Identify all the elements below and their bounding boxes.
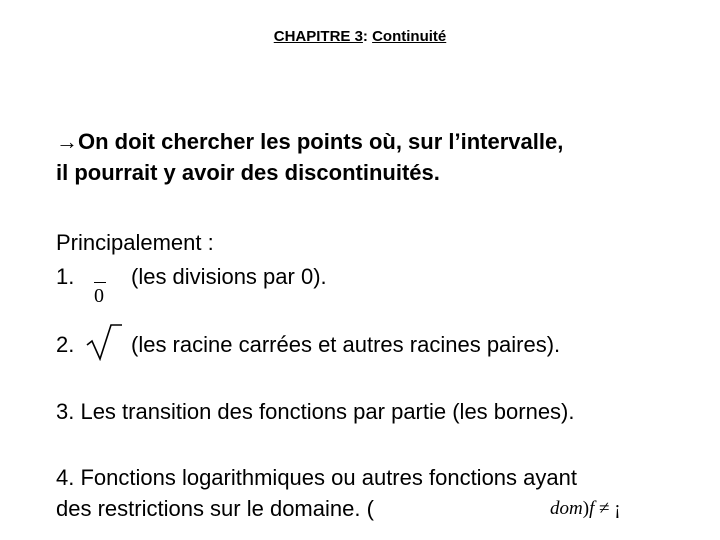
header-separator: : [362,28,373,45]
item-2-number: 2. [56,332,75,357]
intro-paragraph [56,126,563,188]
item-1-number: 1. [56,264,75,289]
intro-line-2: il pourrait y avoir des discontinuités. [56,160,440,185]
math-neq-reals: ≠ ¡ [599,498,621,519]
intro-line-1: →On doit chercher les points où, sur l’intervalle, [56,129,564,154]
math-paren: ) [582,498,590,519]
list-item-1 [56,262,74,292]
chapter-header [0,28,720,45]
domain-expression [550,494,621,524]
math-dom: dom [550,498,583,519]
fraction-denominator: 0 [94,285,104,307]
list-item-4-line-1: 4. Fonctions logarithmiques ou autres fonctions ayant [56,465,577,490]
list-item-3: 3. Les transition des fonctions par partie (les bornes). [56,399,575,424]
chapter-topic: Continuité [372,28,447,45]
list-item-2 [56,330,74,360]
square-root-icon [86,323,124,361]
item-1-text: (les divisions par 0). [131,264,327,289]
list-heading: Principalement : [56,230,214,255]
item-2-text: (les racine carrées et autres racines paires). [131,332,561,357]
list-item-4-line-2: des restrictions sur le domaine. ( [56,496,374,521]
chapter-number: CHAPITRE 3 [273,28,363,45]
radical-sign [87,325,122,359]
fraction-bar [94,282,106,283]
math-f: f [589,498,595,519]
